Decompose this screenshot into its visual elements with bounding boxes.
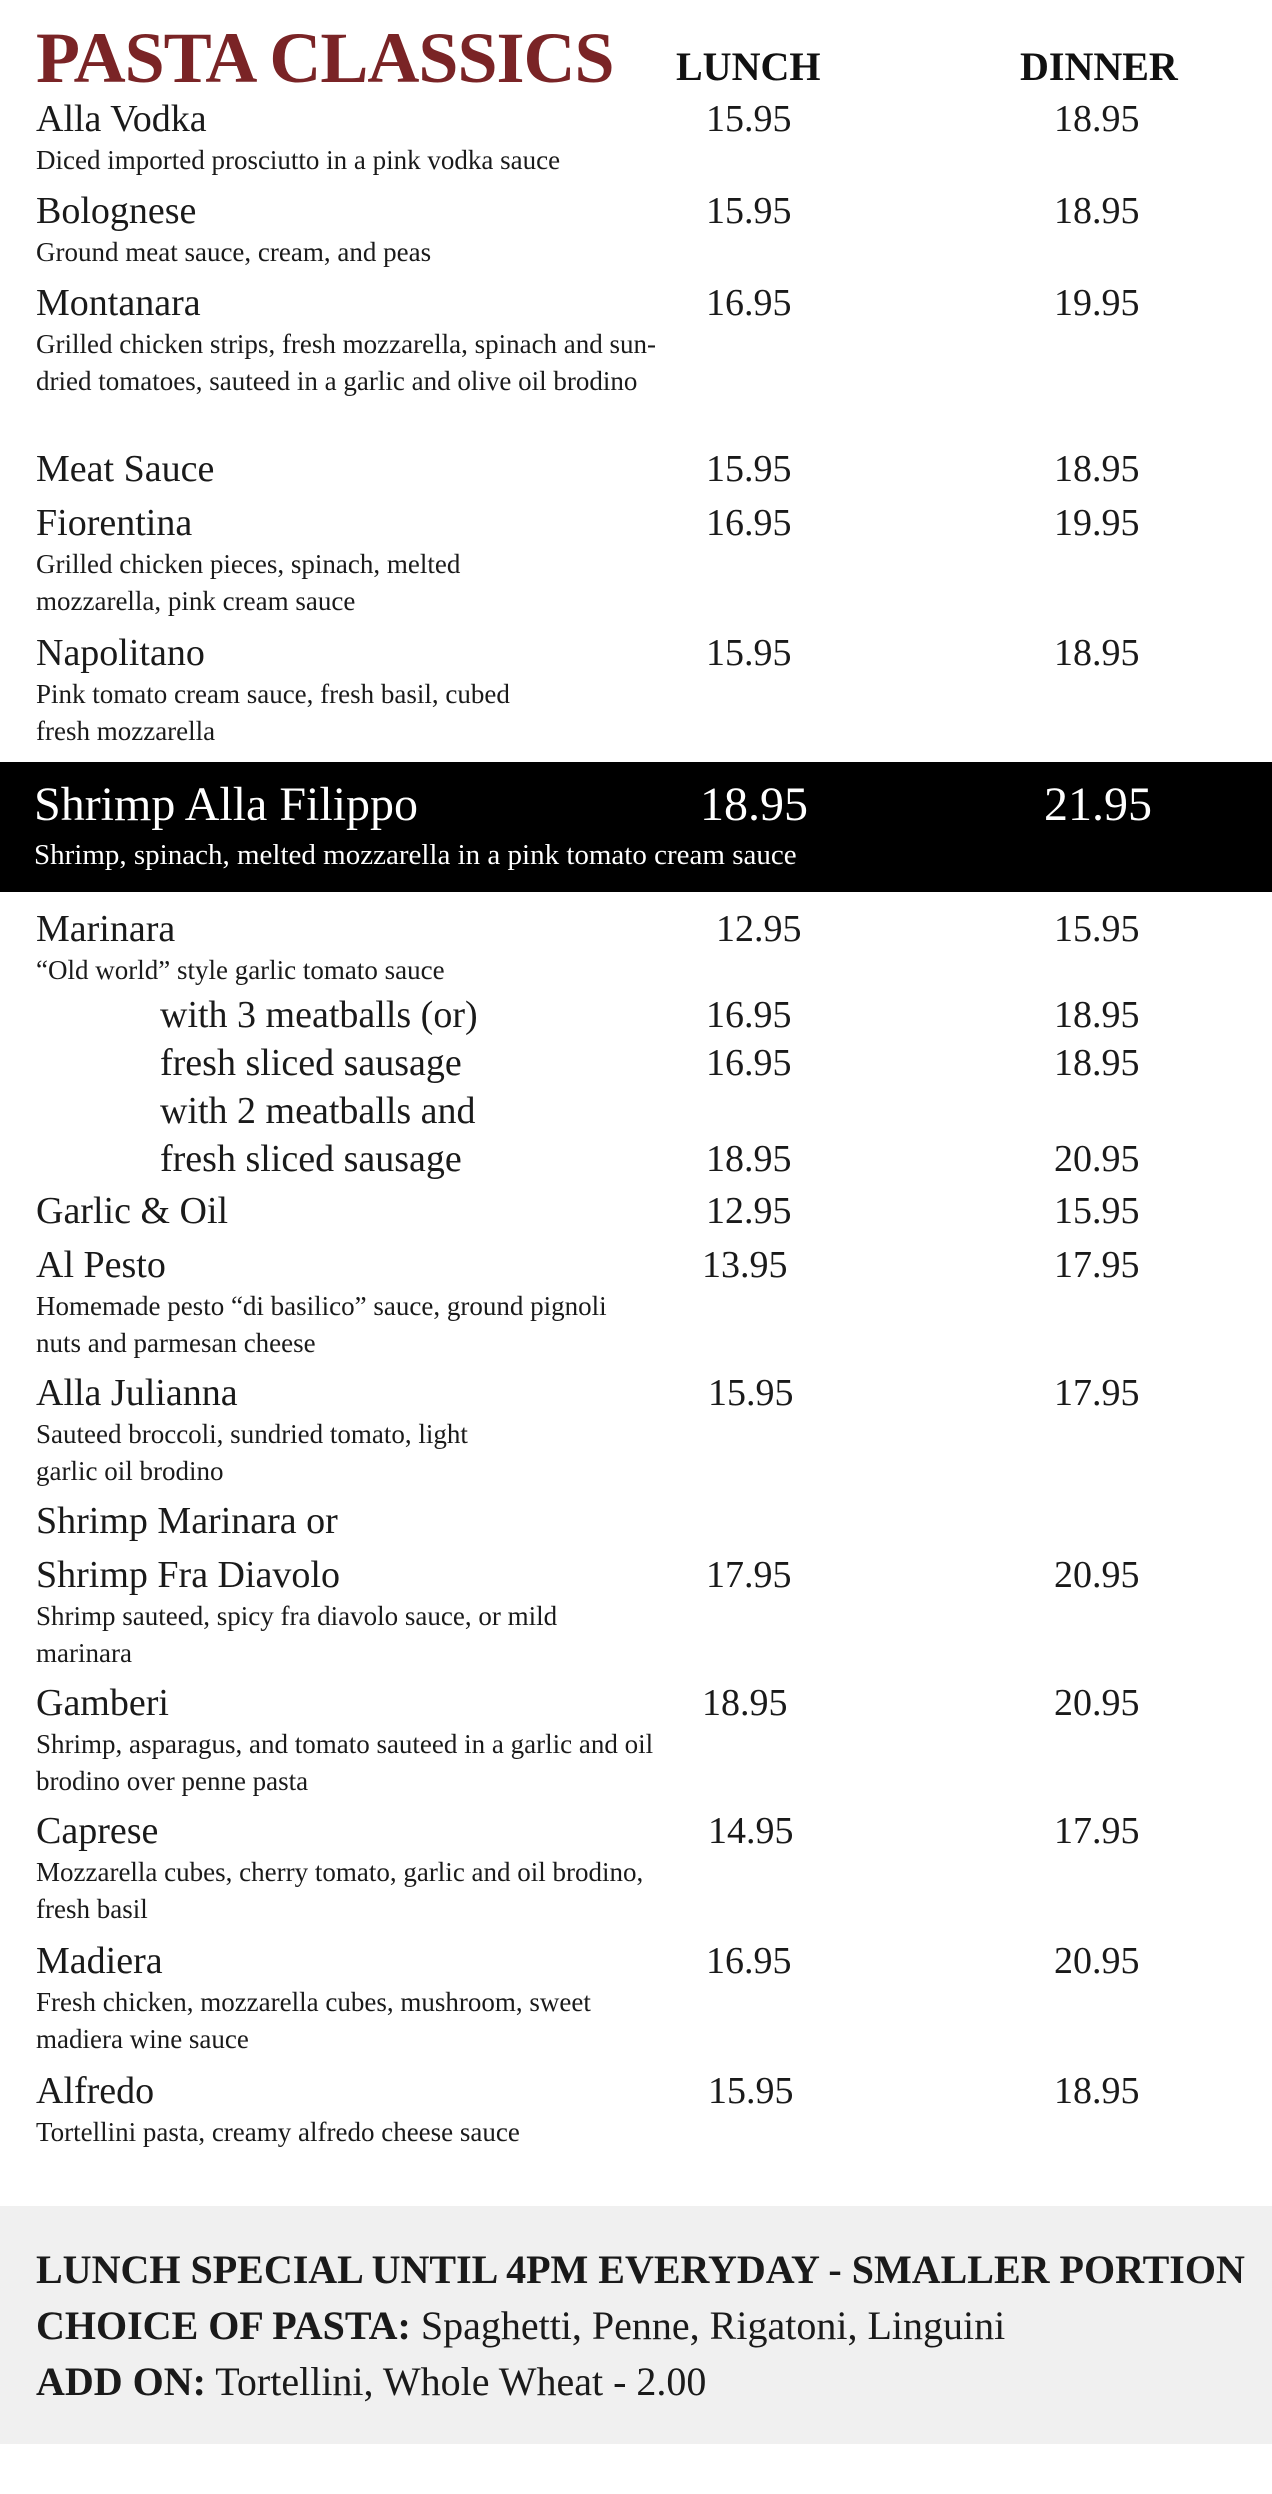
item-name-line1: Shrimp Marinara or: [36, 1500, 338, 1542]
item-description: Shrimp, asparagus, and tomato sauteed in a garlic and oil brodino over penne pasta: [36, 1729, 654, 1796]
add-on-label: ADD ON:: [36, 2359, 206, 2404]
item-name: Marinara: [36, 908, 176, 950]
dinner-price: 17.95: [1054, 1810, 1140, 1852]
dinner-price: 18.95: [1054, 1042, 1140, 1084]
lunch-price: 13.95: [702, 1244, 788, 1286]
add-on-value: Tortellini, Whole Wheat - 2.00: [215, 2359, 707, 2404]
featured-item-banner: [0, 762, 1272, 892]
item-description: Pink tomato cream sauce, fresh basil, cubed fresh mozzarella: [36, 679, 510, 746]
dinner-price: 15.95: [1054, 908, 1140, 950]
item-description: Tortellini pasta, creamy alfredo cheese sauce: [36, 2117, 520, 2147]
featured-item-description: Shrimp, spinach, melted mozzarella in a pink tomato cream sauce: [34, 839, 797, 871]
lunch-price: 16.95: [706, 502, 792, 544]
footer-info-box: [0, 2206, 1272, 2444]
dinner-price: 20.95: [1054, 1940, 1140, 1982]
item-name: Alla Vodka: [36, 98, 207, 140]
dinner-price: 18.95: [1054, 190, 1140, 232]
dinner-price: 20.95: [1054, 1682, 1140, 1724]
pasta-choice-line: [36, 2300, 1005, 2352]
lunch-price: 15.95: [706, 98, 792, 140]
item-description: Shrimp sauteed, spicy fra diavolo sauce, or mild marinara: [36, 1601, 558, 1668]
item-name: Meat Sauce: [36, 448, 215, 490]
lunch-price: 15.95: [706, 190, 792, 232]
dinner-price: 20.95: [1054, 1554, 1140, 1596]
item-name: Fiorentina: [36, 502, 193, 544]
lunch-special-note: [36, 2244, 1245, 2296]
item-name: Montanara: [36, 282, 201, 324]
dinner-price: 19.95: [1054, 282, 1140, 324]
dinner-price: 18.95: [1054, 2070, 1140, 2112]
lunch-column-header: LUNCH: [676, 44, 821, 89]
lunch-price: 18.95: [706, 1138, 792, 1180]
item-description: Grilled chicken strips, fresh mozzarella, spinach and sun-dried tomatoes, sauteed in a garlic and olive oil brodino: [36, 329, 657, 396]
lunch-price: 14.95: [708, 1810, 794, 1852]
item-name: Napolitano: [36, 632, 205, 674]
lunch-price: 18.95: [702, 1682, 788, 1724]
item-description: Ground meat sauce, cream, and peas: [36, 237, 432, 267]
item-description: Diced imported prosciutto in a pink vodka sauce: [36, 145, 561, 175]
lunch-special-text: LUNCH SPECIAL UNTIL 4PM EVERYDAY - SMALLER PORTION: [36, 2247, 1245, 2292]
item-description: Fresh chicken, mozzarella cubes, mushroom, sweet madiera wine sauce: [36, 1987, 591, 2054]
pasta-choice-label: CHOICE OF PASTA:: [36, 2303, 411, 2348]
lunch-price: 16.95: [706, 994, 792, 1036]
featured-item-name: Shrimp Alla Filippo: [34, 778, 419, 831]
marinara-option-label: with 3 meatballs (or): [160, 994, 478, 1036]
dinner-price: 17.95: [1054, 1372, 1140, 1414]
dinner-price: 19.95: [1054, 502, 1140, 544]
marinara-option-label: fresh sliced sausage: [160, 1138, 462, 1180]
lunch-price: 16.95: [706, 282, 792, 324]
dinner-column-header: DINNER: [1020, 44, 1178, 89]
featured-dinner-price: 21.95: [1044, 778, 1152, 831]
item-name: Shrimp Fra Diavolo: [36, 1554, 340, 1596]
item-description: Grilled chicken pieces, spinach, melted mozzarella, pink cream sauce: [36, 549, 461, 616]
item-name: Gamberi: [36, 1682, 169, 1724]
lunch-price: 17.95: [706, 1554, 792, 1596]
dinner-price: 20.95: [1054, 1138, 1140, 1180]
featured-lunch-price: 18.95: [700, 778, 808, 831]
item-description: “Old world” style garlic tomato sauce: [36, 955, 445, 985]
item-name: Alfredo: [36, 2070, 155, 2112]
item-description: Sauteed broccoli, sundried tomato, light garlic oil brodino: [36, 1419, 468, 1486]
lunch-price: 15.95: [708, 1372, 794, 1414]
lunch-price: 16.95: [706, 1940, 792, 1982]
lunch-price: 16.95: [706, 1042, 792, 1084]
marinara-option-label: fresh sliced sausage: [160, 1042, 462, 1084]
lunch-price: 15.95: [706, 632, 792, 674]
lunch-price: 12.95: [706, 1190, 792, 1232]
item-name: Madiera: [36, 1940, 163, 1982]
marinara-option-label: with 2 meatballs and: [160, 1090, 476, 1132]
item-description: Homemade pesto “di basilico” sauce, ground pignoli nuts and parmesan cheese: [36, 1291, 607, 1358]
item-name: Caprese: [36, 1810, 159, 1852]
dinner-price: 18.95: [1054, 994, 1140, 1036]
item-name: Alla Julianna: [36, 1372, 238, 1414]
lunch-price: 12.95: [716, 908, 802, 950]
add-on-line: [36, 2356, 706, 2408]
lunch-price: 15.95: [708, 2070, 794, 2112]
item-name: Bolognese: [36, 190, 197, 232]
dinner-price: 15.95: [1054, 1190, 1140, 1232]
lunch-price: 15.95: [706, 448, 792, 490]
item-name: Al Pesto: [36, 1244, 166, 1286]
item-description: Mozzarella cubes, cherry tomato, garlic and oil brodino, fresh basil: [36, 1857, 644, 1924]
dinner-price: 18.95: [1054, 448, 1140, 490]
dinner-price: 18.95: [1054, 632, 1140, 674]
item-name: Garlic & Oil: [36, 1190, 229, 1232]
dinner-price: 17.95: [1054, 1244, 1140, 1286]
page-title: PASTA CLASSICS: [36, 18, 614, 98]
dinner-price: 18.95: [1054, 98, 1140, 140]
pasta-choice-value: Spaghetti, Penne, Rigatoni, Linguini: [420, 2303, 1006, 2348]
